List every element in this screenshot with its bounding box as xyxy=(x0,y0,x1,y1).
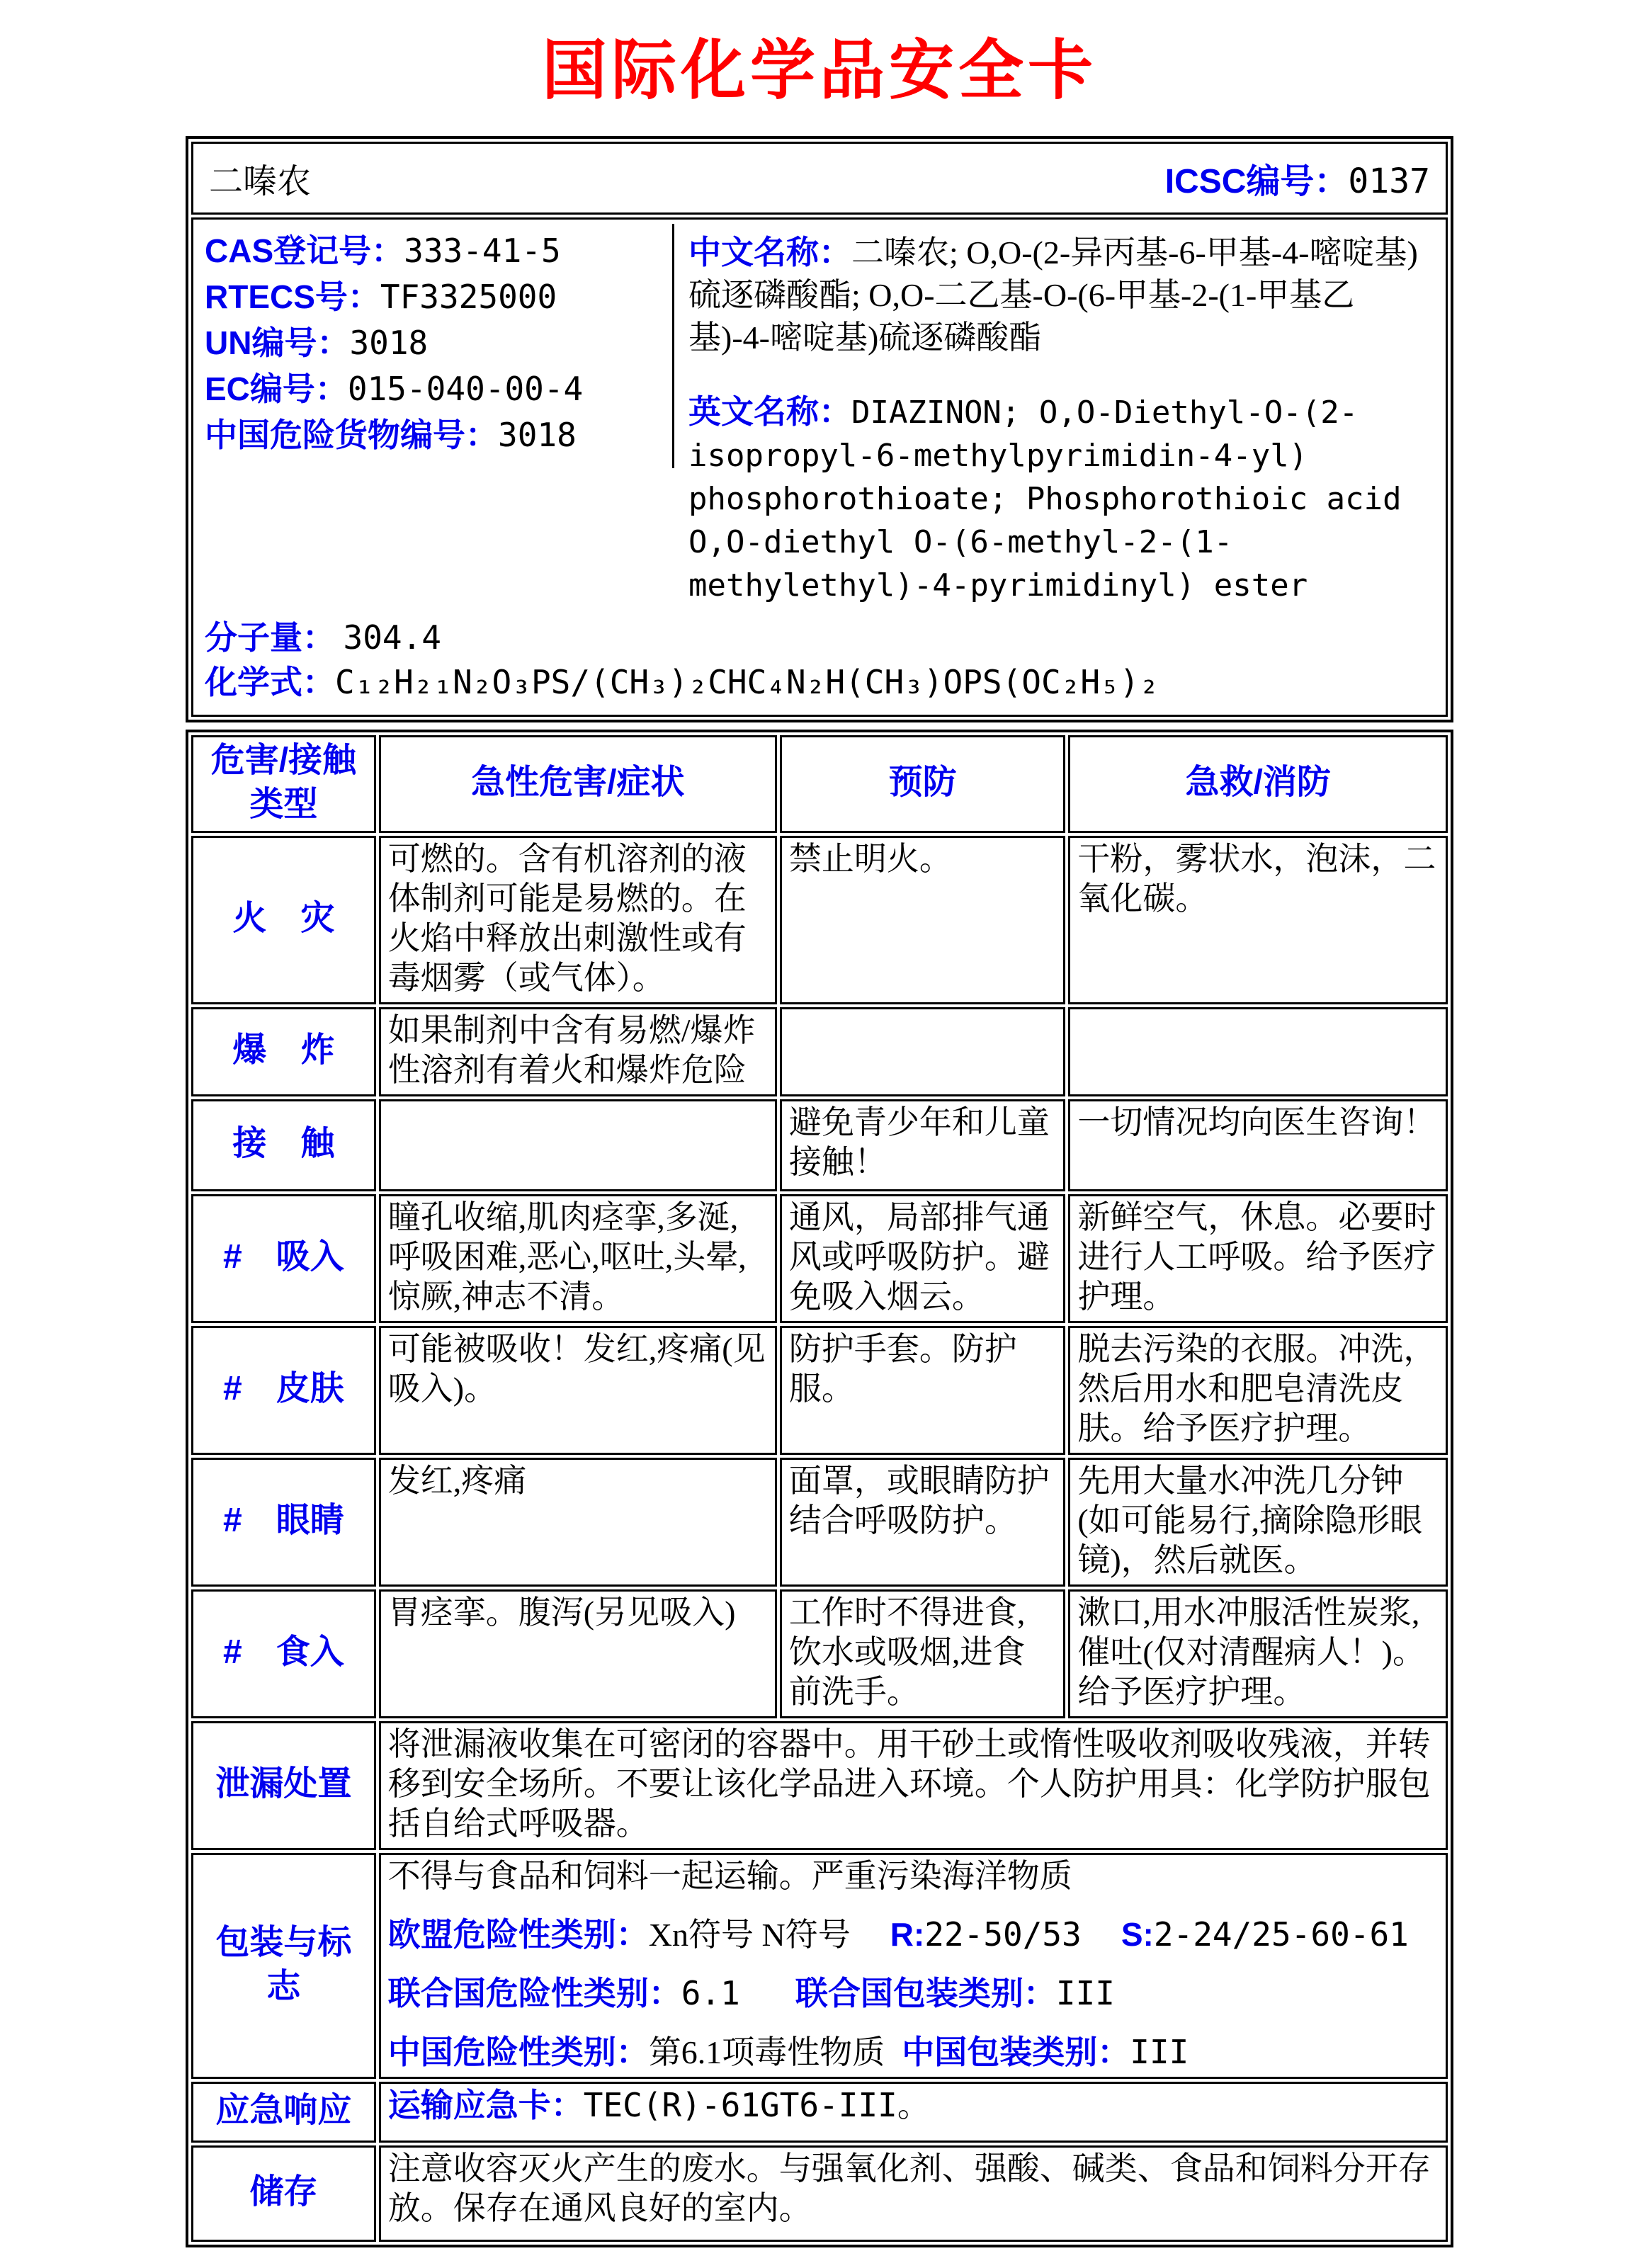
eyes-symptoms-cell: 发红,疼痛 xyxy=(379,1458,777,1587)
registry-numbers xyxy=(193,224,674,468)
identification-table xyxy=(186,136,1453,722)
ec-label: EC编号： xyxy=(205,370,348,407)
row-label-emergency-response: 应急响应 xyxy=(191,2082,376,2143)
column-header-symptoms: 急性危害/症状 xyxy=(379,735,777,833)
row-label-spill-disposal: 泄漏处置 xyxy=(191,1721,376,1850)
skin-prevention-cell: 防护手套。防护服。 xyxy=(780,1326,1066,1455)
exposure-response-cell: 一切情况均向医生咨询！ xyxy=(1068,1099,1448,1191)
emergency-response-cell xyxy=(379,2082,1448,2143)
fire-prevention-cell: 禁止明火。 xyxy=(780,836,1066,1004)
row-label-exposure: 接 触 xyxy=(191,1099,376,1191)
spill-disposal-cell: 将泄漏液收集在可密闭的容器中。用干砂土或惰性吸收剂吸收残液，并转移到安全场所。不要让该化学品进入环境。个人防护用具：化学防护服包括自给式呼吸器。 xyxy=(379,1721,1448,1850)
chinese-name-block xyxy=(688,231,1434,359)
packaging-labelling-cell xyxy=(379,1853,1448,2079)
column-header-response: 急救/消防 xyxy=(1068,735,1448,833)
un-class-value: 6.1 xyxy=(681,1974,740,2012)
row-label-explosion: 爆 炸 xyxy=(191,1007,376,1096)
fire-response-cell: 干粉，雾状水，泡沫，二氧化碳。 xyxy=(1068,836,1448,1004)
chemical-formula-row xyxy=(205,660,1434,705)
s-phrases-value: 2-24/25-60-61 xyxy=(1153,1915,1409,1954)
molecular-info xyxy=(193,607,1446,705)
substance-name: 二嗪农 xyxy=(209,163,312,200)
skin-response-cell: 脱去污染的衣服。冲洗，然后用水和肥皂清洗皮肤。给予医疗护理。 xyxy=(1068,1326,1448,1455)
eu-classification-line xyxy=(388,1915,1439,1955)
column-header-hazard-type: 危害/接触类型 xyxy=(191,735,376,833)
eu-class-value: Xn符号 N符号 xyxy=(648,1917,851,1953)
chemical-formula-value: C₁₂H₂₁N₂O₃PS/(CH₃)₂CHC₄N₂H(CH₃)OPS(OC₂H₅)₂ xyxy=(335,663,1159,701)
ec-value: 015-040-00-4 xyxy=(347,370,584,408)
storage-cell: 注意收容灭火产生的废水。与强氧化剂、强酸、碱类、食品和饲料分开存放。保存在通风良好的室内。 xyxy=(379,2145,1448,2242)
cas-number-row xyxy=(205,228,664,274)
page-title: 国际化学品安全卡 xyxy=(541,35,1097,107)
row-label-skin: # 皮肤 xyxy=(191,1326,376,1455)
ingestion-prevention-cell: 工作时不得进食,饮水或吸烟,进食前洗手。 xyxy=(780,1589,1066,1718)
exposure-symptoms-cell xyxy=(379,1099,777,1191)
rtecs-label: RTECS号： xyxy=(205,278,380,315)
rtecs-value: TF3325000 xyxy=(380,278,557,316)
column-header-prevention: 预防 xyxy=(780,735,1066,833)
china-class-label: 中国危险性类别： xyxy=(387,2034,649,2070)
ingestion-symptoms-cell: 胃痉挛。腹泻(另见吸入) xyxy=(379,1589,777,1718)
china-class-value: 第6.1项毒性物质 xyxy=(648,2034,885,2070)
china-dg-number-row xyxy=(205,412,664,458)
inhalation-prevention-cell: 通风，局部排气通风或呼吸防护。避免吸入烟云。 xyxy=(780,1194,1066,1323)
eu-class-label: 欧盟危险性类别： xyxy=(387,1916,649,1953)
transport-card-value: TEC(R)-61GT6-III。 xyxy=(583,2086,930,2124)
cas-label: CAS登记号： xyxy=(205,232,404,269)
un-classification-line xyxy=(388,1973,1439,2014)
transport-card-label: 运输应急卡： xyxy=(387,2087,584,2124)
chemical-formula-label: 化学式： xyxy=(205,664,335,701)
china-dg-value: 3018 xyxy=(498,416,577,454)
card-body xyxy=(186,136,1453,2247)
explosion-response-cell xyxy=(1068,1007,1448,1096)
un-number-row xyxy=(205,320,664,366)
row-label-storage: 储存 xyxy=(191,2145,376,2242)
english-name-block xyxy=(688,390,1434,607)
substance-header-row xyxy=(191,142,1448,215)
identifiers-and-names-section xyxy=(191,217,1448,717)
r-phrases-label: R: xyxy=(890,1916,925,1953)
un-label: UN编号： xyxy=(205,324,350,361)
explosion-symptoms-cell: 如果制剂中含有易燃/爆炸性溶剂有着火和爆炸危险 xyxy=(379,1007,777,1096)
hazard-table xyxy=(186,730,1453,2247)
chemical-names xyxy=(674,224,1446,607)
english-name-label: 英文名称： xyxy=(688,393,851,430)
un-value: 3018 xyxy=(349,324,429,362)
eyes-response-cell: 先用大量水冲洗几分钟(如可能易行,摘除隐形眼镜)，然后就医。 xyxy=(1068,1458,1448,1587)
inhalation-symptoms-cell: 瞳孔收缩,肌肉痉挛,多涎,呼吸困难,恶心,呕吐,头晕,惊厥,神志不清。 xyxy=(379,1194,777,1323)
molecular-weight-label: 分子量： xyxy=(205,619,335,656)
english-name-value: DIAZINON; O,O-Diethyl-O-(2-isopropyl-6-methylpyrimidin-4-yl) phosphorothioate; Phosphorothioic acid O,O-diethyl O-(6-methyl-2-(1-methylethyl)-4-pyrimidinyl) ester xyxy=(688,395,1402,603)
china-classification-line xyxy=(388,2032,1439,2073)
cas-value: 333-41-5 xyxy=(404,232,561,270)
chinese-name-label: 中文名称： xyxy=(688,234,851,271)
fire-symptoms-cell: 可燃的。含有机溶剂的液体制剂可能是易燃的。在火焰中释放出刺激性或有毒烟雾（或气体）。 xyxy=(379,836,777,1004)
china-pack-value: III xyxy=(1130,2033,1189,2071)
row-label-packaging-labelling: 包装与标志 xyxy=(191,1853,376,2079)
china-dg-label: 中国危险货物编号： xyxy=(205,416,498,453)
un-pack-label: 联合国包装类别： xyxy=(795,1975,1056,2012)
molecular-weight-row xyxy=(205,616,1434,660)
inhalation-response-cell: 新鲜空气，休息。必要时进行人工呼吸。给予医疗护理。 xyxy=(1068,1194,1448,1323)
exposure-prevention-cell: 避免青少年和儿童接触！ xyxy=(780,1099,1066,1191)
icsc-number-value: 0137 xyxy=(1348,161,1430,201)
row-label-inhalation: # 吸入 xyxy=(191,1194,376,1323)
skin-symptoms-cell: 可能被吸收！发红,疼痛(见吸入)。 xyxy=(379,1326,777,1455)
s-phrases-label: S: xyxy=(1121,1916,1154,1953)
ec-number-row xyxy=(205,366,664,412)
row-label-ingestion: # 食入 xyxy=(191,1589,376,1718)
icsc-number-label: ICSC编号： xyxy=(1164,163,1349,200)
eyes-prevention-cell: 面罩，或眼睛防护结合呼吸防护。 xyxy=(780,1458,1066,1587)
rtecs-number-row xyxy=(205,274,664,320)
explosion-prevention-cell xyxy=(780,1007,1066,1096)
molecular-weight-value: 304.4 xyxy=(343,618,441,657)
packaging-transport-note: 不得与食品和饲料一起运输。严重污染海洋物质 xyxy=(387,1858,1072,1894)
icsc-number xyxy=(1165,154,1430,203)
ingestion-response-cell: 漱口,用水冲服活性炭浆,催吐(仅对清醒病人！)。给予医疗护理。 xyxy=(1068,1589,1448,1718)
chinese-name-value: 二嗪农; O,O-(2-异丙基-6-甲基-4-嘧啶基)硫逐磷酸酯; O,O-二乙基-O-(6-甲基-2-(1-甲基乙基)-4-嘧啶基)硫逐磷酸酯 xyxy=(688,234,1418,356)
china-pack-label: 中国包装类别： xyxy=(902,2034,1130,2070)
un-class-label: 联合国危险性类别： xyxy=(387,1975,681,2012)
r-phrases-value: 22-50/53 xyxy=(924,1915,1082,1954)
row-label-fire: 火 灾 xyxy=(191,836,376,1004)
row-label-eyes: # 眼睛 xyxy=(191,1458,376,1587)
un-pack-value: III xyxy=(1055,1974,1115,2012)
